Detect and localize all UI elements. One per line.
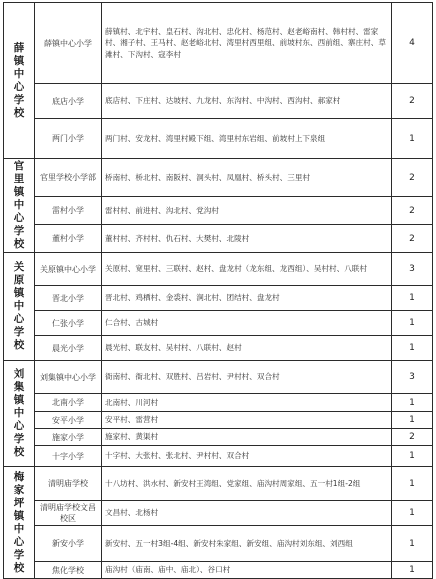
table-row: [4, 446, 433, 467]
villages-cell: 衙南村、衙北村、双胜村、吕岩村、尹村村、双合村: [102, 361, 392, 394]
villages-cell: 晨光村、联友村、吴村村、八联村、赵村: [102, 336, 392, 361]
district-cell: [4, 361, 35, 467]
school-name-cell: 北南小学: [35, 394, 102, 412]
count-cell: 1: [392, 286, 433, 311]
count-cell: 2: [392, 225, 433, 253]
count-cell: 2: [392, 429, 433, 446]
villages-cell: 桥南村、桥北村、南阪村、洞头村、凤凰村、桥头村、三里村: [102, 159, 392, 197]
villages-cell: 两门村、安龙村、湾里村殿下组、湾里村东岩组、前坡村上下泉组: [102, 119, 392, 159]
count-cell: 2: [392, 159, 433, 197]
villages-cell: 施家村、黄渠村: [102, 429, 392, 446]
district-cell: [4, 253, 35, 361]
table-row: [4, 225, 433, 253]
table-row: [4, 253, 433, 286]
table-row: [4, 197, 433, 225]
school-name-cell: 底店小学: [35, 84, 102, 119]
table-row: [4, 467, 433, 501]
school-name-cell: 清明庙学校: [35, 467, 102, 501]
school-name-cell: 晨光小学: [35, 336, 102, 361]
villages-cell: 雷村村、前进村、沟北村、党沟村: [102, 197, 392, 225]
villages-cell: 新安村、五一村3组-4组、新安村朱家组、新安组、庙沟村刘东组、刘西组: [102, 526, 392, 562]
count-cell: 1: [392, 119, 433, 159]
district-name: 刘集镇中心学校: [13, 368, 25, 458]
villages-cell: 十八坊村、洪水村、新安村王湾组、党家组、庙沟村周家组、五一村1组-2组: [102, 467, 392, 501]
table-row: [4, 429, 433, 446]
count-cell: 2: [392, 197, 433, 225]
table-row: [4, 84, 433, 119]
district-name: 梅家坪镇中心学校: [13, 470, 25, 574]
count-cell: 1: [392, 446, 433, 467]
villages-cell: 薛镇村、北宇村、皇石村、沟北村、忠化村、杨范村、赵老峪南村、韩村村、雷家村、湘子村、王马村、赵老峪北村、湾里村西里组、前坡村东、西前组、寨庄村、草滩村、下沟村、寇李村: [102, 3, 392, 84]
table-row: [4, 286, 433, 311]
school-name-cell: 刘集镇中心小学: [35, 361, 102, 394]
table-row: [4, 311, 433, 336]
count-cell: 3: [392, 253, 433, 286]
table-row: [4, 159, 433, 197]
villages-cell: 仁合村、古城村: [102, 311, 392, 336]
count-cell: 1: [392, 501, 433, 526]
school-name-cell: 施家小学: [35, 429, 102, 446]
table-row: [4, 394, 433, 412]
count-cell: 1: [392, 394, 433, 412]
villages-cell: 董村村、齐村村、仇石村、大樊村、北陵村: [102, 225, 392, 253]
school-name-cell: 仁张小学: [35, 311, 102, 336]
count-cell: 4: [392, 3, 433, 84]
school-name-cell: 安平小学: [35, 412, 102, 429]
count-cell: 1: [392, 412, 433, 429]
count-cell: 1: [392, 311, 433, 336]
count-cell: 2: [392, 84, 433, 119]
district-cell: [4, 467, 35, 579]
school-name-cell: 新安小学: [35, 526, 102, 562]
school-name-cell: 官里学校小学部: [35, 159, 102, 197]
table-row: [4, 501, 433, 526]
count-cell: 1: [392, 467, 433, 501]
villages-cell: 庙沟村（庙南、庙中、庙北）、谷口村: [102, 562, 392, 579]
school-name-cell: 清明庙学校文昌校区: [35, 501, 102, 526]
villages-cell: 十字村、大张村、张北村、尹村村、双合村: [102, 446, 392, 467]
table-row: [4, 336, 433, 361]
district-name: 薛镇中心学校: [13, 41, 25, 119]
school-name-cell: 关原镇中心小学: [35, 253, 102, 286]
district-cell: [4, 3, 35, 159]
school-name-cell: 董村小学: [35, 225, 102, 253]
count-cell: 1: [392, 526, 433, 562]
table-body: [4, 3, 433, 579]
villages-cell: 晋北村、鸡栖村、金裘村、涧北村、团结村、盘龙村: [102, 286, 392, 311]
villages-cell: 底店村、下庄村、达坡村、九龙村、东沟村、中沟村、西沟村、郝家村: [102, 84, 392, 119]
school-name-cell: 焦化学校: [35, 562, 102, 579]
district-cell: [4, 159, 35, 253]
villages-cell: 安平村、雷营村: [102, 412, 392, 429]
district-name: 官里镇中心学校: [13, 160, 25, 250]
count-cell: 1: [392, 336, 433, 361]
school-district-table: [3, 2, 433, 579]
school-name-cell: 两门小学: [35, 119, 102, 159]
count-cell: 3: [392, 361, 433, 394]
school-name-cell: 晋北小学: [35, 286, 102, 311]
villages-cell: 关原村、宽里村、三联村、赵村、盘龙村（龙东组、龙西组）、吴村村、八联村: [102, 253, 392, 286]
table-row: [4, 526, 433, 562]
villages-cell: 北南村、川河村: [102, 394, 392, 412]
table-row: [4, 361, 433, 394]
school-name-cell: 十字小学: [35, 446, 102, 467]
table-row: [4, 119, 433, 159]
count-cell: 1: [392, 562, 433, 579]
school-name-cell: 雷村小学: [35, 197, 102, 225]
school-name-cell: 薛镇中心小学: [35, 3, 102, 84]
villages-cell: 文昌村、北杨村: [102, 501, 392, 526]
district-name: 关原镇中心学校: [13, 261, 25, 351]
table-row: [4, 3, 433, 84]
table-row: [4, 562, 433, 579]
table-row: [4, 412, 433, 429]
